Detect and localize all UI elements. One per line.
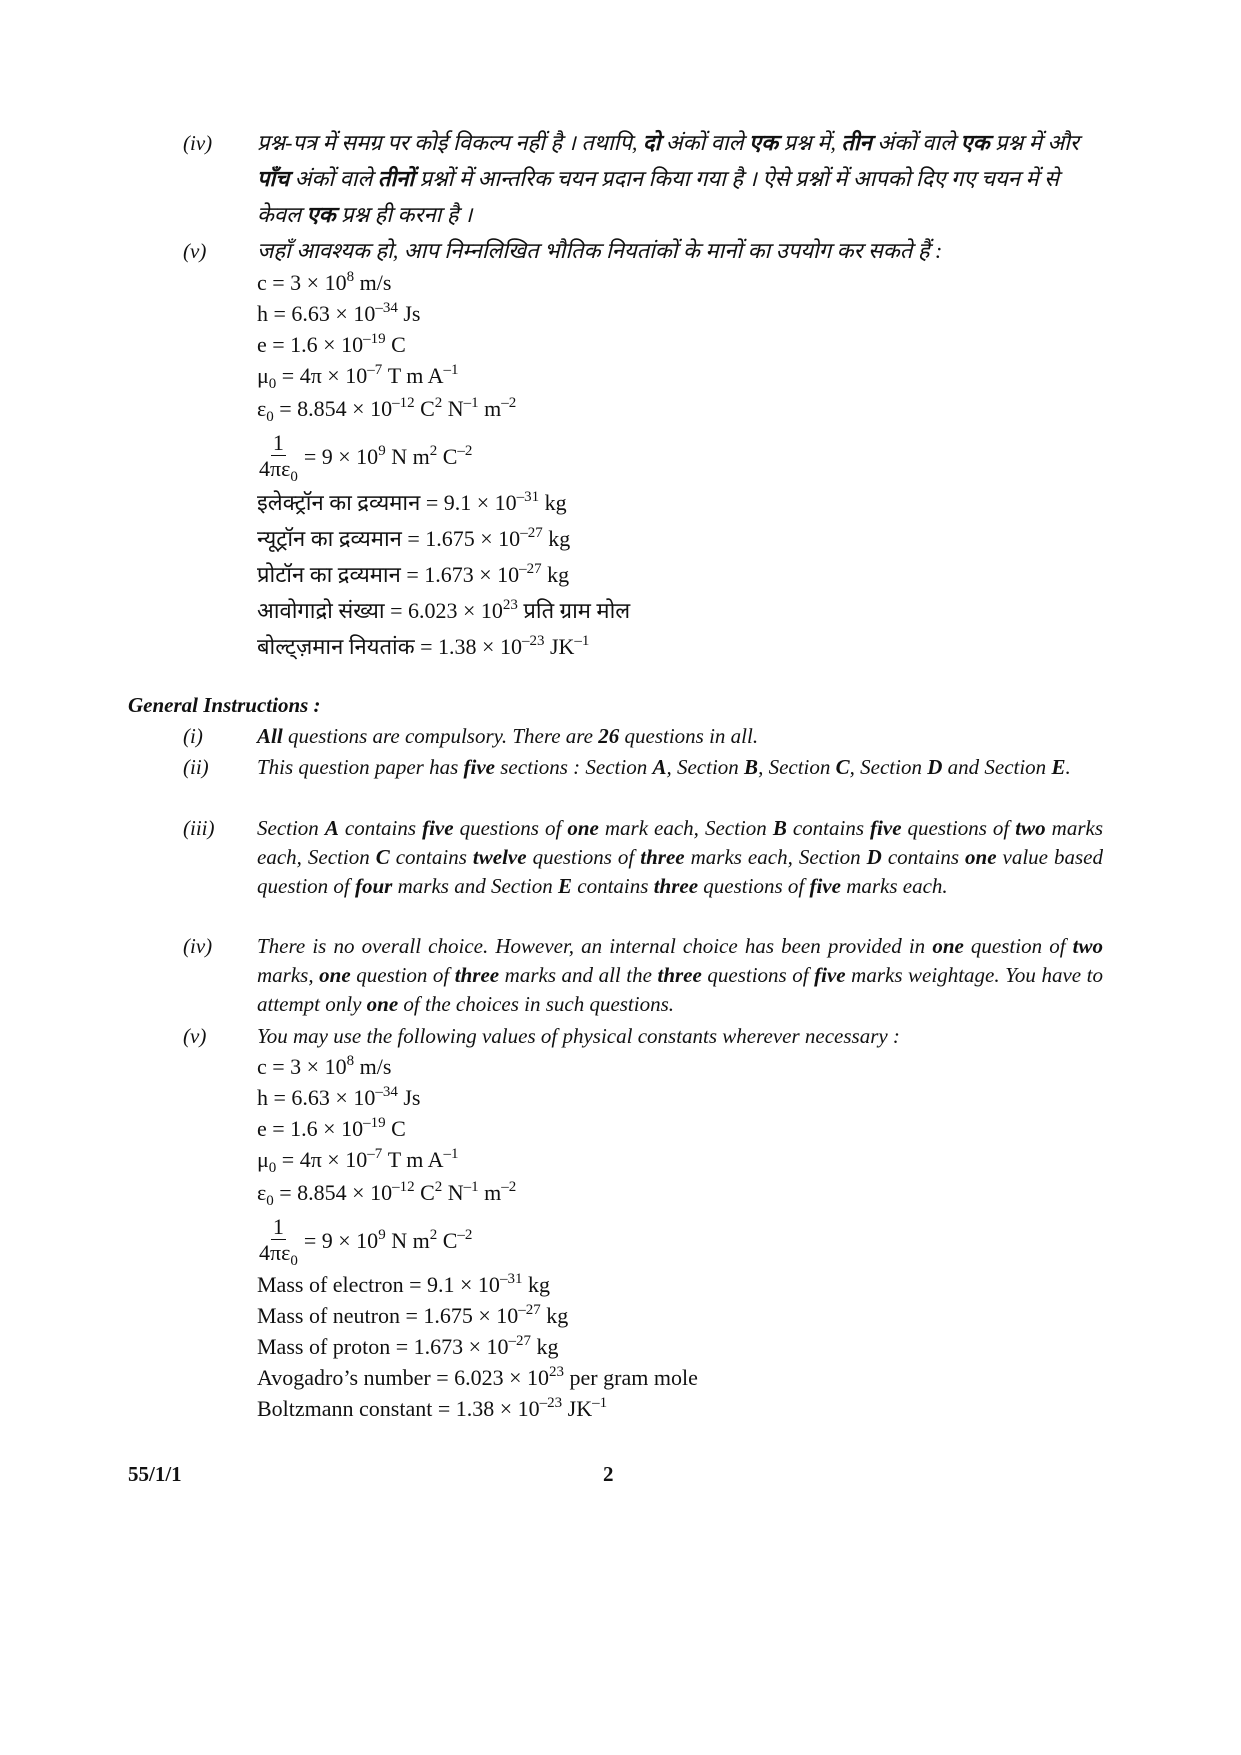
- emphasis-text: D: [866, 845, 882, 869]
- emphasis-text: two: [1015, 816, 1046, 840]
- emphasis-text: एक: [960, 130, 990, 155]
- emphasis-text: five: [814, 963, 846, 987]
- fraction: $\frac{1}{4\pi\varepsilon_0}$: [259, 429, 298, 485]
- constant-electron-charge: $e = 1.6 \times 10^{-19}$ C: [257, 1115, 406, 1141]
- emphasis-text: तीन: [841, 130, 872, 155]
- emphasis-text: C: [835, 755, 850, 779]
- text-run: questions of: [901, 816, 1016, 840]
- text-run: marks,: [257, 963, 320, 987]
- constant-electron-charge: $e = 1.6 \times 10^{-19}$ C: [257, 331, 406, 357]
- emphasis-text: five: [422, 816, 454, 840]
- constant-avogadro: आवोगाद्रो संख्या = $6.023 \times 10^{23}$ प्रति ग्राम मोल: [257, 597, 631, 623]
- text-run: marks each, Section: [257, 816, 1103, 869]
- text-run: question of: [350, 963, 455, 987]
- text-run: , Section: [849, 755, 928, 779]
- emphasis-text: three: [653, 874, 699, 898]
- text-run: प्रश्न-पत्र में समग्र पर कोई विकल्प नहीं है । तथापि,: [257, 130, 643, 155]
- emphasis-text: All: [257, 724, 283, 748]
- constant-boltzmann: बोल्ट्ज़मान नियतांक = $1.38 \times 10^{-23}$ $JK^{-1}$: [257, 633, 590, 659]
- item-number: (iv): [183, 934, 213, 958]
- constant-planck: $h = 6.63 \times 10^{-34}$ Js: [257, 1084, 421, 1110]
- item-text: [257, 1022, 1103, 1051]
- text-run: contains: [338, 816, 423, 840]
- constant-neutron-mass: Mass of neutron = $1.675 \times 10^{-27}$ kg: [257, 1302, 569, 1328]
- text-run: , Section: [758, 755, 836, 779]
- text-run: of the choices in such questions.: [398, 992, 675, 1016]
- emphasis-text: एक: [306, 202, 336, 227]
- emphasis-text: one: [319, 963, 351, 987]
- hindi-constants-list: [257, 267, 1077, 665]
- text-run: mark each, Section: [598, 816, 773, 840]
- english-constants-list: [257, 1051, 1077, 1424]
- text-run: marks each, Section: [684, 845, 867, 869]
- item-text: [257, 932, 1103, 1019]
- emphasis-text: three: [454, 963, 500, 987]
- constant-proton-mass: प्रोटॉन का द्रव्यमान = $1.673 \times 10^{-27}$ kg: [257, 561, 570, 587]
- emphasis-text: one: [932, 934, 964, 958]
- text-run: marks each.: [840, 874, 948, 898]
- fraction: $\frac{1}{4\pi\varepsilon_0}$: [259, 1213, 298, 1269]
- emphasis-text: twelve: [472, 845, 527, 869]
- text-run: marks weightage. You have to attempt only: [257, 963, 1103, 1016]
- emphasis-text: three: [640, 845, 685, 869]
- text-run: marks and all the: [499, 963, 658, 987]
- paper-code: 55/1/1: [128, 1462, 182, 1486]
- emphasis-text: one: [366, 992, 399, 1016]
- constant-epsilon0: $\varepsilon_0 = 8.854 \times 10^{-12}$ $C^2$ $N^{-1}$ $m^{-2}$: [257, 395, 517, 425]
- emphasis-text: B: [744, 755, 759, 779]
- item-number: (i): [183, 724, 203, 748]
- emphasis-text: five: [809, 874, 841, 898]
- emphasis-text: one: [965, 845, 997, 869]
- emphasis-text: 26: [598, 724, 620, 748]
- item-text: [257, 814, 1103, 901]
- emphasis-text: one: [567, 816, 599, 840]
- item-number: (iv): [183, 131, 213, 155]
- item-number: (ii): [183, 755, 209, 779]
- text-run: questions of: [453, 816, 568, 840]
- emphasis-text: five: [463, 755, 495, 779]
- item-text: [257, 125, 1103, 233]
- emphasis-text: A: [324, 816, 339, 840]
- emphasis-text: E: [1051, 755, 1066, 779]
- constant-speed-of-light: $c = 3 \times 10^8$ m/s: [257, 269, 392, 295]
- item-number: (v): [183, 239, 207, 263]
- item-text: जहाँ आवश्यक हो, आप निम्नलिखित भौतिक नियतांकों के मानों का उपयोग कर सकते हैं :: [257, 238, 943, 263]
- emphasis-text: B: [772, 816, 787, 840]
- text-run: प्रश्न में,: [778, 130, 842, 155]
- constant-neutron-mass: न्यूट्रॉन का द्रव्यमान = $1.675 \times 10^{-27}$ kg: [257, 525, 571, 551]
- constant-mu0: $\mu_0 = 4\pi \times 10^{-7}$ T m $A^{-1}$: [257, 362, 459, 392]
- emphasis-text: तीनों: [377, 166, 415, 191]
- text-run: contains: [786, 816, 871, 840]
- text-run: value based question of: [257, 845, 1103, 898]
- constant-avogadro: Avogadro’s number = $6.023 \times 10^{23}$ per gram mole: [257, 1364, 698, 1390]
- text-run: and Section: [942, 755, 1052, 779]
- emphasis-text: दो: [642, 130, 661, 155]
- text-run: contains: [389, 845, 473, 869]
- text-run: sections : Section: [495, 755, 653, 779]
- item-number: (v): [183, 1024, 207, 1048]
- text-run: questions of: [701, 963, 815, 987]
- text-run: There is no overall choice. However, an internal choice has been provided in: [257, 934, 933, 958]
- general-instructions-title: General Instructions :: [128, 693, 321, 717]
- text-run: प्रश्न ही करना है ।: [335, 202, 473, 227]
- constant-speed-of-light: $c = 3 \times 10^8$ m/s: [257, 1053, 392, 1079]
- text-run: अंकों वाले: [660, 130, 750, 155]
- emphasis-text: C: [375, 845, 390, 869]
- constant-electron-mass: Mass of electron = $9.1 \times 10^{-31}$ kg: [257, 1271, 550, 1297]
- item-text: [257, 753, 1103, 782]
- text-run: contains: [572, 874, 654, 898]
- text-run: Section: [257, 816, 325, 840]
- constant-epsilon0: $\varepsilon_0 = 8.854 \times 10^{-12}$ $C^2$ $N^{-1}$ $m^{-2}$: [257, 1179, 517, 1209]
- constant-electron-mass: इलेक्ट्रॉन का द्रव्यमान = $9.1 \times 10^{-31}$ kg: [257, 489, 567, 515]
- text-run: questions of: [526, 845, 641, 869]
- emphasis-text: three: [657, 963, 702, 987]
- text-run: , Section: [666, 755, 745, 779]
- text-run: You may use the following values of physical constants wherever necessary :: [257, 1024, 900, 1048]
- emphasis-text: A: [652, 755, 667, 779]
- text-run: अंकों वाले: [871, 130, 961, 155]
- text-run: प्रश्न में और: [989, 130, 1079, 155]
- constant-planck: $h = 6.63 \times 10^{-34}$ Js: [257, 300, 421, 326]
- constant-coulomb: $\frac{1}{4\pi\varepsilon_0}$ = $9 \times 10^9$ N $m^2$ $C^{-2}$: [259, 1213, 473, 1269]
- text-run: This question paper has: [257, 755, 464, 779]
- emphasis-text: एक: [749, 130, 779, 155]
- constant-boltzmann: Boltzmann constant = $1.38 \times 10^{-23}$ $JK^{-1}$: [257, 1395, 608, 1421]
- text-run: marks and Section: [392, 874, 559, 898]
- text-run: अंकों वाले: [289, 166, 378, 191]
- emphasis-text: five: [870, 816, 902, 840]
- text-run: contains: [881, 845, 966, 869]
- text-run: questions are compulsory. There are: [282, 724, 599, 748]
- text-run: .: [1065, 755, 1071, 779]
- emphasis-text: four: [355, 874, 393, 898]
- constant-mu0: $\mu_0 = 4\pi \times 10^{-7}$ T m $A^{-1}$: [257, 1146, 459, 1176]
- constant-proton-mass: Mass of proton = $1.673 \times 10^{-27}$ kg: [257, 1333, 559, 1359]
- text-run: question of: [963, 934, 1073, 958]
- item-number: (iii): [183, 816, 215, 840]
- emphasis-text: D: [927, 755, 943, 779]
- emphasis-text: two: [1072, 934, 1104, 958]
- constant-coulomb: $\frac{1}{4\pi\varepsilon_0}$ = $9 \times 10^9$ N $m^2$ $C^{-2}$: [259, 429, 473, 485]
- text-run: questions in all.: [619, 724, 759, 748]
- item-text: [257, 722, 1103, 751]
- emphasis-text: E: [558, 874, 573, 898]
- text-run: questions of: [698, 874, 810, 898]
- text-run: प्रश्नों में आन्तरिक चयन प्रदान किया गया है । ऐसे प्रश्नों में आपको दिए गए चयन में से केवल: [257, 166, 1059, 227]
- page-number: 2: [603, 1462, 614, 1486]
- emphasis-text: पाँच: [257, 166, 290, 191]
